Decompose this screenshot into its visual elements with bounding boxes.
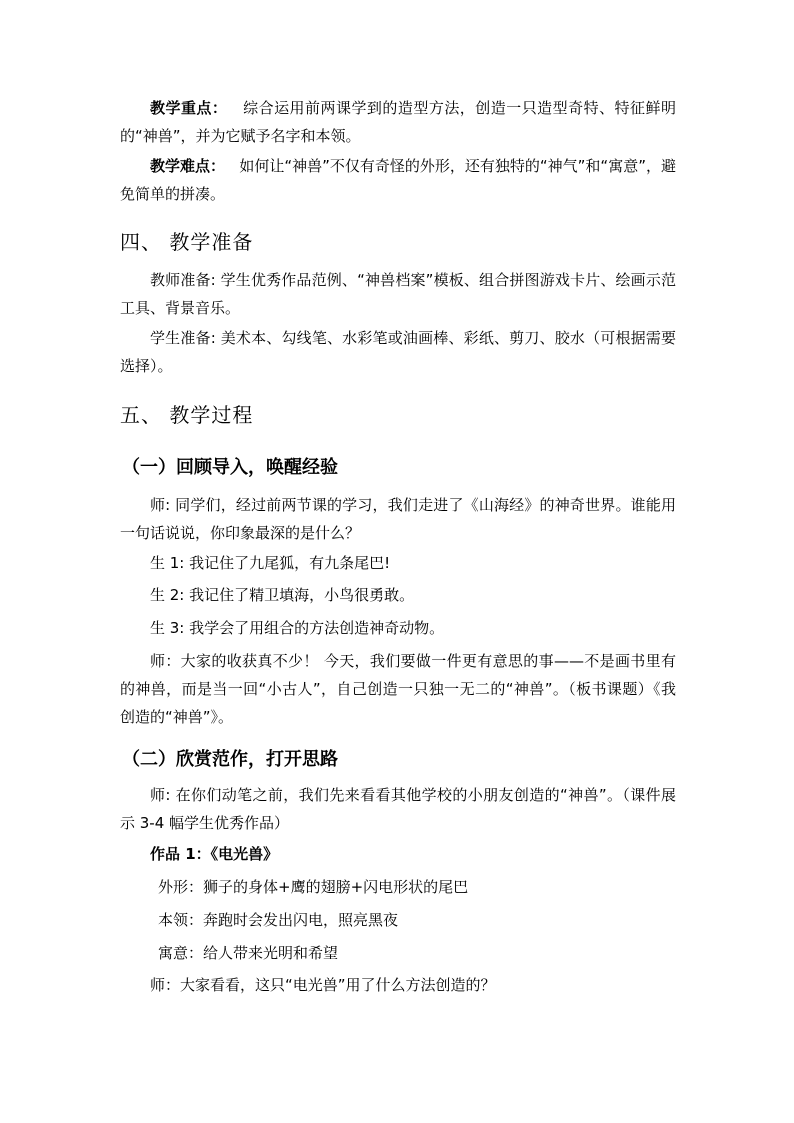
student-answer-2: 生 2: 我记住了精卫填海，小鸟很勇敢。	[150, 586, 415, 604]
part2-teacher-question: 师：大家看看，这只“电光兽”用了什么方法创造的？	[150, 976, 496, 994]
key-points-label: 教学重点：	[150, 99, 228, 117]
part1-teacher-summary: 师：大家的收获真不少！ 今天，我们要做一件更有意思的事——不是画书里有的神兽，而是当一回“小古人”，自己创造一只独一无二的“神兽”。（板书课题）《我创造的“神兽”》。	[120, 652, 676, 726]
work1-title: 作品 1：《电光兽》	[150, 845, 279, 863]
difficulties-label: 教学难点：	[150, 157, 226, 175]
student-answer-1: 生 1: 我记住了九尾狐，有九条尾巴!	[150, 554, 391, 572]
part2-title: （二）欣赏范作，打开思路	[122, 749, 338, 770]
difficulties-paragraph	[120, 152, 676, 208]
key-points-paragraph	[120, 94, 676, 150]
section4-title: 四、 教学准备	[120, 230, 254, 254]
work1-shape: 外形：狮子的身体+鹰的翅膀+闪电形状的尾巴	[158, 878, 469, 896]
part1-title: （一）回顾导入，唤醒经验	[122, 457, 338, 478]
key-points-text: 综合运用前两课学到的造型方法，创造一只造型奇特、特征鲜明的“神兽”，并为它赋予名字和本领。	[120, 99, 676, 145]
part1-teacher-question: 师: 同学们，经过前两节课的学习，我们走进了《山海经》的神奇世界。谁能用一句话说说，你印象最深的是什么？	[120, 496, 676, 542]
section5-title: 五、 教学过程	[120, 403, 254, 427]
work1-meaning: 寓意：给人带来光明和希望	[158, 944, 339, 962]
part2-teacher-intro: 师: 在你们动笔之前，我们先来看看其他学校的小朋友创造的“神兽”。（课件展示 3-4 幅学生优秀作品）	[120, 786, 676, 832]
work1-skill: 本领：奔跑时会发出闪电，照亮黑夜	[158, 911, 399, 929]
teacher-prep-paragraph: 教师准备: 学生优秀作品范例、“神兽档案”模板、组合拼图游戏卡片、绘画示范工具、背景音乐。	[120, 271, 676, 317]
student-prep-paragraph: 学生准备: 美术本、勾线笔、水彩笔或油画棒、彩纸、剪刀、胶水（可根据需要选择）。	[120, 329, 676, 375]
difficulties-text: 如何让“神兽”不仅有奇怪的外形，还有独特的“神气”和“寓意”，避免简单的拼凑。	[120, 157, 676, 203]
student-answer-3: 生 3: 我学会了用组合的方法创造神奇动物。	[150, 619, 445, 637]
